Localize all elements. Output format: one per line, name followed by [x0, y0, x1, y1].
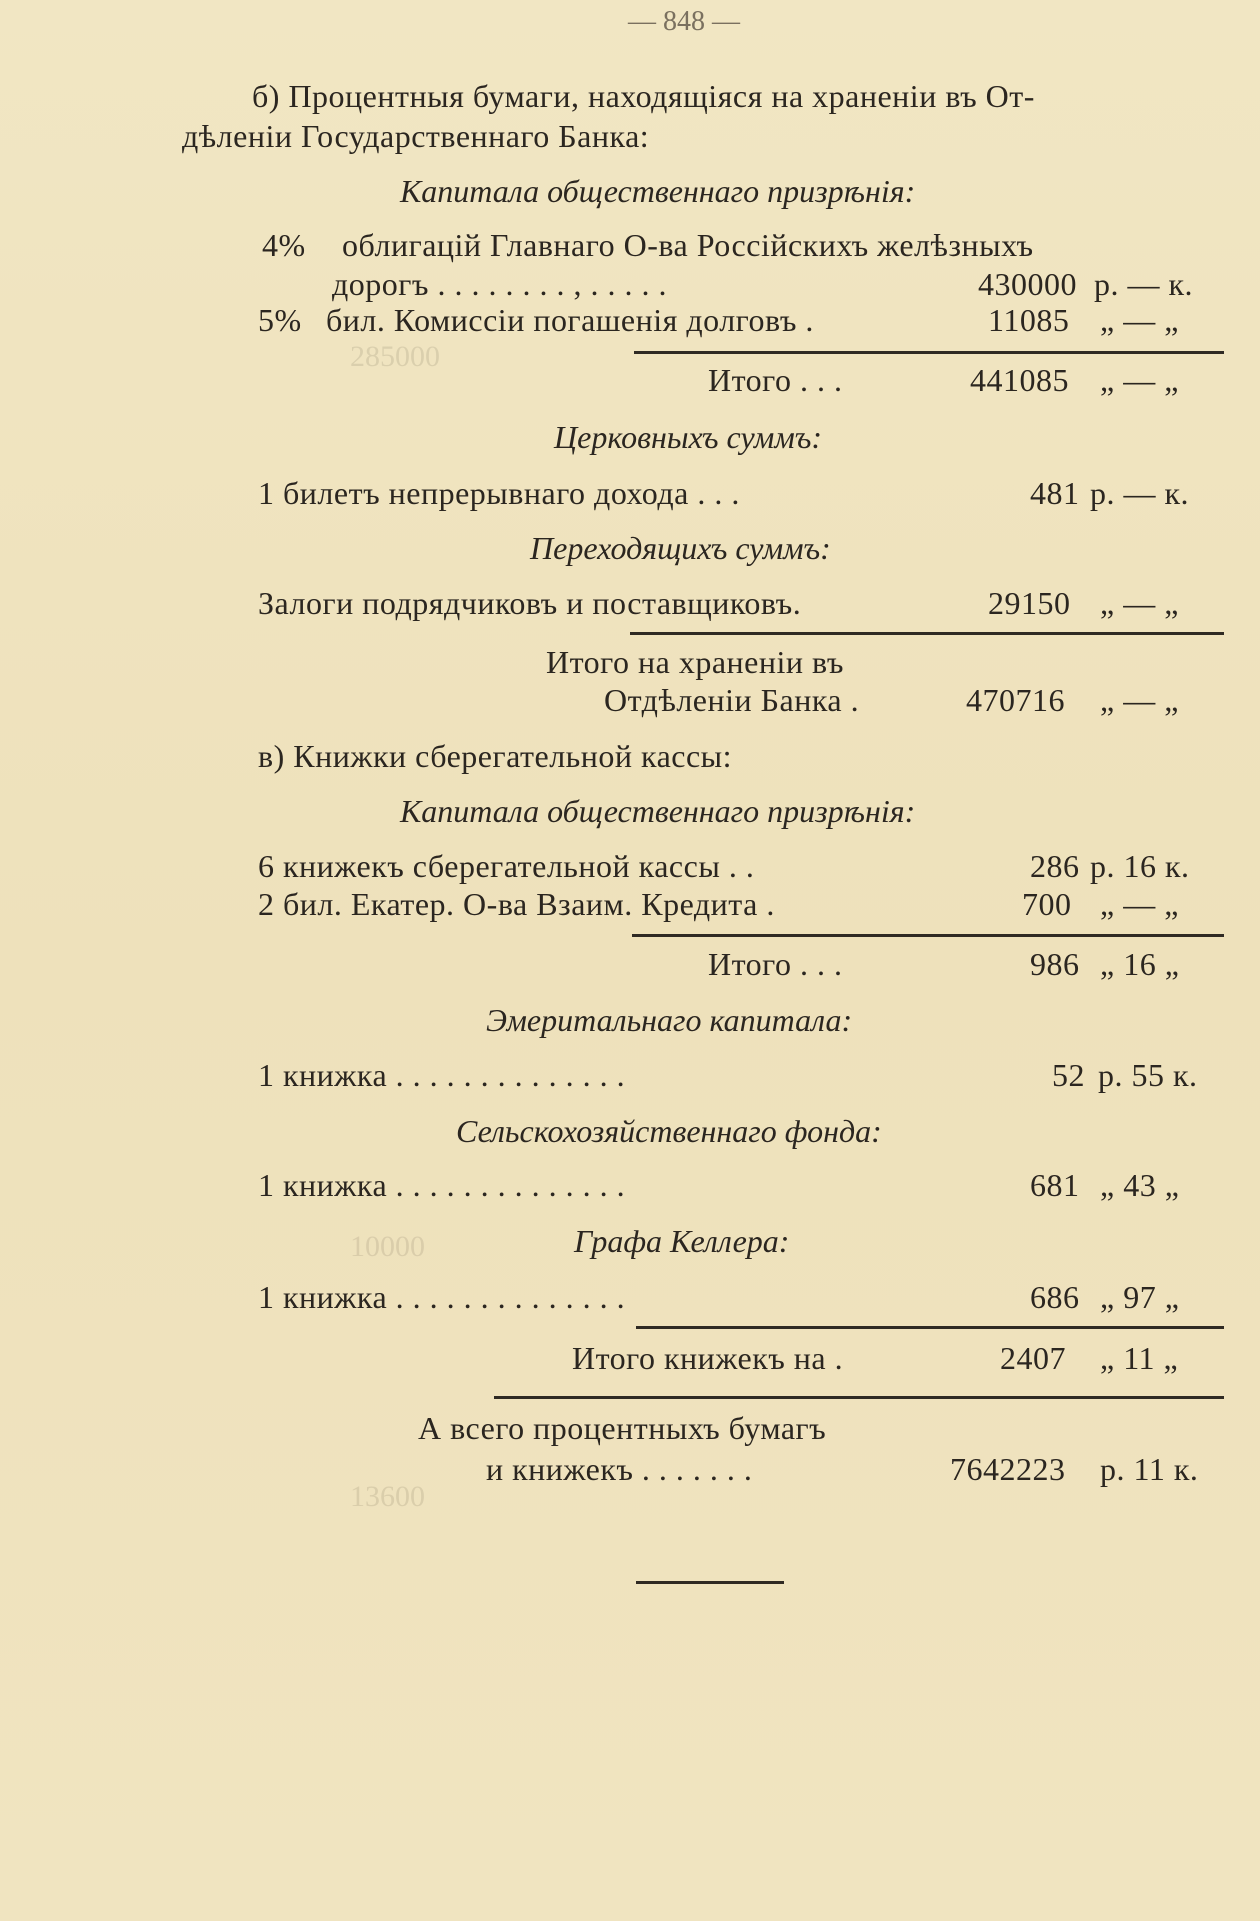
total-books-unit: „ 11 „ — [1100, 1340, 1179, 1376]
bleed-through: 10000 — [350, 1230, 425, 1263]
group2-row1-text: 1 билетъ непрерывнаго дохода . . . — [258, 475, 740, 511]
group3-row1-text: Залоги подрядчиковъ и поставщиковъ. — [258, 585, 802, 621]
group5-row1-unit: р. 55 к. — [1098, 1057, 1198, 1093]
group1-row1-text: облигацій Главнаго О-ва Россійскихъ желѣзныхъ — [342, 227, 1034, 263]
group1-total-unit: „ — „ — [1100, 362, 1179, 398]
group2-heading: Церковныхъ суммъ: — [554, 419, 823, 455]
group5-heading: Эмеритальнаго капитала: — [486, 1002, 853, 1038]
grand-total-unit: р. 11 к. — [1100, 1451, 1199, 1487]
divider-rule — [634, 351, 1224, 354]
group1-total-amount: 441085 — [970, 362, 1069, 398]
group4-row1-text: 6 книжекъ сберегательной кассы . . — [258, 848, 755, 884]
group1-row2-pct: 5% — [258, 302, 302, 338]
group1-row2-text: бил. Комиссіи погашенія долговъ . — [326, 302, 814, 338]
group6-heading: Сельскохозяйственнаго фонда: — [456, 1113, 882, 1149]
grand-total-line2: и книжекъ . . . . . . . — [486, 1451, 753, 1487]
group6-row1-unit: „ 43 „ — [1100, 1167, 1180, 1203]
group4-row2-amount: 700 — [1022, 886, 1072, 922]
group6-row1-amount: 681 — [1030, 1167, 1080, 1203]
grand-total-line1: А всего процентныхъ бумагъ — [418, 1410, 827, 1446]
total-bank-line2: Отдѣленіи Банка . — [604, 682, 860, 718]
divider-rule — [632, 934, 1224, 937]
group1-heading: Капитала общественнаго призрѣнія: — [400, 173, 916, 209]
total-books-label: Итого книжекъ на . — [572, 1340, 844, 1376]
group3-row1-unit: „ — „ — [1100, 585, 1179, 621]
divider-rule — [494, 1396, 1224, 1399]
page-number: — 848 — — [628, 6, 740, 37]
group7-heading: Графа Келлера: — [574, 1223, 790, 1259]
group2-row1-amount: 481 — [1030, 475, 1080, 511]
group1-row2-unit: „ — „ — [1100, 302, 1179, 338]
section-b-line1: б) Процентныя бумаги, находящіяся на храненіи въ От- — [252, 78, 1035, 114]
group1-total-label: Итого . . . — [708, 362, 843, 398]
group5-row1-text: 1 книжка . . . . . . . . . . . . . . — [258, 1057, 626, 1093]
group4-row1-unit: р. 16 к. — [1090, 848, 1190, 884]
group4-row2-unit: „ — „ — [1100, 886, 1179, 922]
bleed-through: 13600 — [350, 1480, 425, 1513]
group4-total-amount: 986 — [1030, 946, 1080, 982]
group1-row1-pct: 4% — [262, 227, 306, 263]
group4-heading: Капитала общественнаго призрѣнія: — [400, 793, 916, 829]
total-bank-line1: Итого на храненіи въ — [546, 644, 844, 680]
total-bank-unit: „ — „ — [1100, 682, 1179, 718]
group1-row1b-amount: 430000 — [978, 266, 1077, 302]
divider-rule — [636, 1326, 1224, 1329]
end-rule — [636, 1581, 784, 1584]
group3-heading: Переходящихъ суммъ: — [530, 530, 831, 566]
group7-row1-text: 1 книжка . . . . . . . . . . . . . . — [258, 1279, 626, 1315]
section-v-line1: в) Книжки сберегательной кассы: — [258, 738, 733, 774]
bleed-through: 285000 — [350, 340, 440, 373]
group1-row1b-unit: р. — к. — [1094, 266, 1194, 302]
group7-row1-amount: 686 — [1030, 1279, 1080, 1315]
group3-row1-amount: 29150 — [988, 585, 1071, 621]
group2-row1-unit: р. — к. — [1090, 475, 1190, 511]
group6-row1-text: 1 книжка . . . . . . . . . . . . . . — [258, 1167, 626, 1203]
total-books-amount: 2407 — [1000, 1340, 1066, 1376]
total-bank-amount: 470716 — [966, 682, 1065, 718]
section-b-line2: дѣленіи Государственнаго Банка: — [182, 118, 650, 154]
grand-total-amount: 7642223 — [950, 1451, 1066, 1487]
group1-row1b-text: дорогъ . . . . . . . . , . . . . . — [332, 266, 667, 302]
divider-rule — [630, 632, 1224, 635]
group4-total-label: Итого . . . — [708, 946, 843, 982]
group4-row2-text: 2 бил. Екатер. О-ва Взаим. Кредита . — [258, 886, 775, 922]
group7-row1-unit: „ 97 „ — [1100, 1279, 1180, 1315]
group4-row1-amount: 286 — [1030, 848, 1080, 884]
group5-row1-amount: 52 — [1052, 1057, 1085, 1093]
group1-row2-amount: 11085 — [988, 302, 1070, 338]
group4-total-unit: „ 16 „ — [1100, 946, 1180, 982]
